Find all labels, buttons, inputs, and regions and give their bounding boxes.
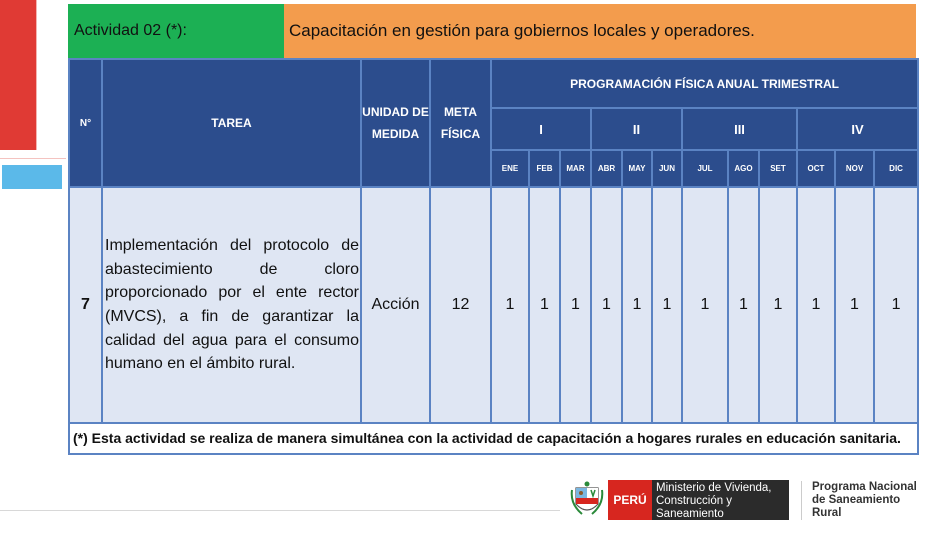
row-month-value: 1 [529,187,560,423]
footer-divider [0,510,560,511]
row-month-value: 1 [835,187,874,423]
decorative-blue-tab [2,165,62,189]
row-month-value: 1 [874,187,918,423]
row-month-value: 1 [491,187,529,423]
month-header: SET [759,150,797,187]
row-goal: 12 [430,187,491,423]
row-month-value: 1 [622,187,652,423]
month-header: FEB [529,150,560,187]
month-header: ABR [591,150,622,187]
month-header: AGO [728,150,759,187]
ministry-name: Ministerio de Vivienda, Construcción y Saneamiento [652,480,789,520]
national-seal-icon [570,480,604,520]
decorative-red-line [36,0,37,150]
row-num: 7 [69,187,102,423]
row-month-value: 1 [682,187,728,423]
month-header: MAR [560,150,591,187]
quarter-header-4: IV [797,108,918,150]
col-header-program: PROGRAMACIÓN FÍSICA ANUAL TRIMESTRAL [491,59,918,108]
row-month-value: 1 [560,187,591,423]
row-month-value: 1 [797,187,835,423]
footnote: (*) Esta actividad se realiza de manera simultánea con la actividad de capacitación a hogares rurales en educación sanitaria. [69,423,918,454]
row-month-value: 1 [728,187,759,423]
row-month-value: 1 [759,187,797,423]
col-header-goal-label: META FÍSICA [440,105,481,141]
decorative-red-bar [0,0,36,150]
row-month-value: 1 [652,187,682,423]
col-header-goal [430,59,491,187]
ministry-logo [570,478,922,522]
quarter-header-1: I [491,108,591,150]
col-header-unit [361,59,430,187]
row-task: Implementación del protocolo de abastecimiento de cloro proporcionado por el ente rector (MVCS), a fin de garantizar la calidad del agua para el consumo humano en el ámbito rural. [102,187,361,423]
activity-title: Capacitación en gestión para gobiernos locales y operadores. [284,4,916,58]
month-header: JUL [682,150,728,187]
table-row [69,187,918,423]
program-name: Programa Nacional de Saneamiento Rural [801,481,922,520]
col-header-task: TAREA [102,59,361,187]
row-month-value: 1 [591,187,622,423]
month-header: NOV [835,150,874,187]
quarter-header-3: III [682,108,797,150]
quarter-header-2: II [591,108,682,150]
col-header-unit-label: UNIDAD DE MEDIDA [362,105,429,141]
month-header: ENE [491,150,529,187]
month-header: JUN [652,150,682,187]
month-header: DIC [874,150,918,187]
month-header: OCT [797,150,835,187]
programming-table [68,58,919,455]
row-unit: Acción [361,187,430,423]
decorative-divider [0,158,66,159]
month-header: MAY [622,150,652,187]
activity-label: Actividad 02 (*): [68,4,284,58]
col-header-num: N° [69,59,102,187]
peru-label: PERÚ [608,480,652,520]
